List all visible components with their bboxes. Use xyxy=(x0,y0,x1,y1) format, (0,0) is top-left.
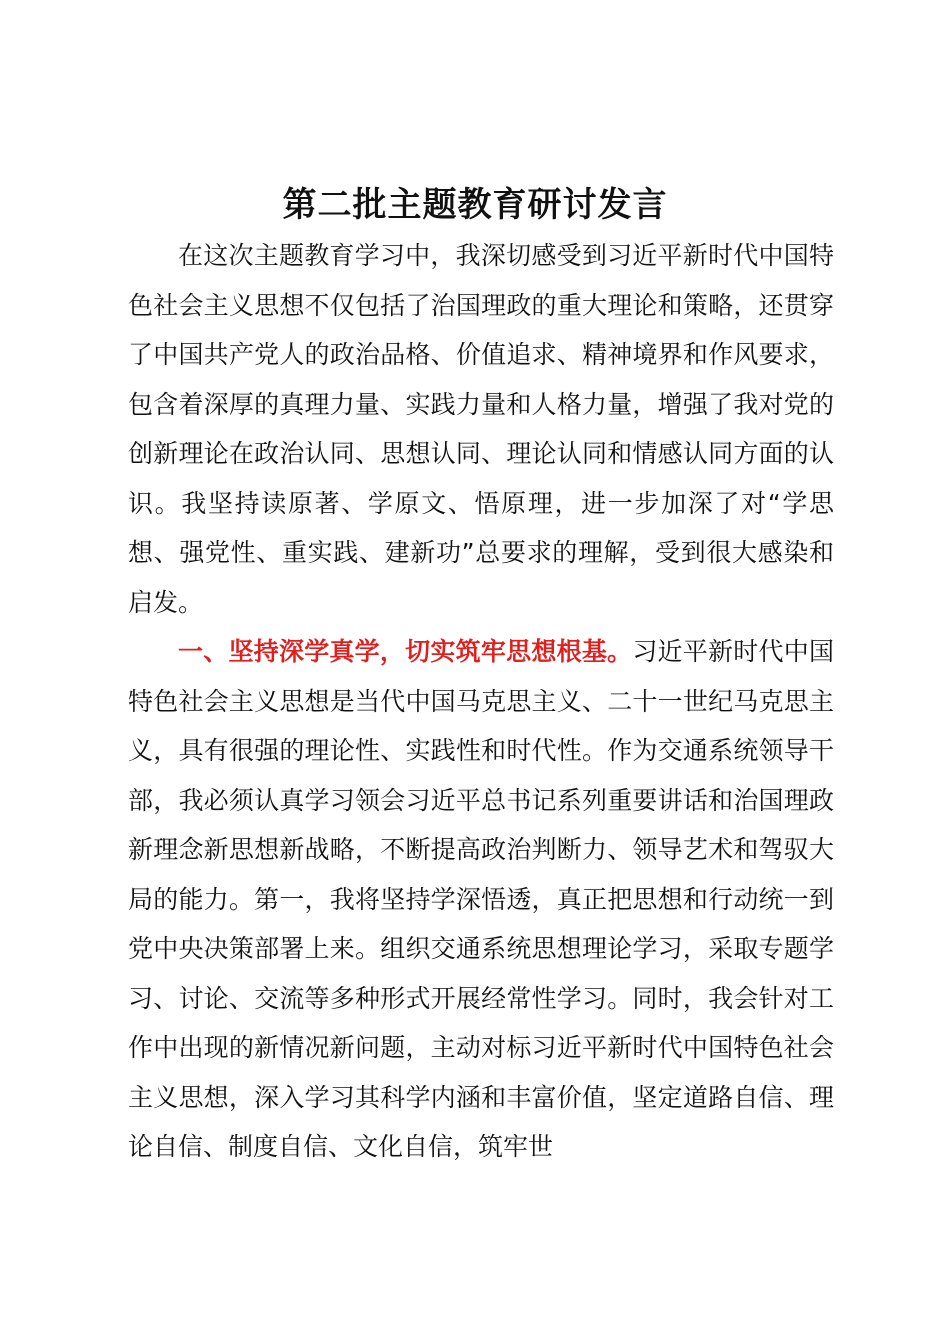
section-body-text: 习近平新时代中国特色社会主义思想是当代中国马克思主义、二十一世纪马克思主义，具有很强的理论性、实践性和时代性。作为交通系统领导干部，我必须认真学习领会习近平总书记系列重要讲话和治国理政新理念新思想新战略，不断提高政治判断力、领导艺术和驾驭大局的能力。第一，我将坚持学深悟透，真正把思想和行动统一到党中央决策部署上来。组织交通系统思想理论学习，采取专题学习、讨论、交流等多种形式开展经常性学习。同时，我会针对工作中出现的新情况新问题，主动对标习近平新时代中国特色社会主义思想，深入学习其科学内涵和丰富价值，坚定道路自信、理论自信、制度自信、文化自信，筑牢世 xyxy=(128,637,834,1161)
paragraph-section-1 xyxy=(128,627,834,1172)
document-title: 第二批主题教育研讨发言 xyxy=(282,185,668,225)
paragraph-intro: 在这次主题教育学习中，我深切感受到习近平新时代中国特色社会主义思想不仅包括了治国理政的重大理论和策略，还贯穿了中国共产党人的政治品格、价值追求、精神境界和作风要求，包含着深厚的真理力量、实践力量和人格力量，增强了我对党的创新理论在政治认同、思想认同、理论认同和情感认同方面的认识。我坚持读原著、学原文、悟原理，进一步加深了对“学思想、强党性、重实践、建新功”总要求的理解，受到很大感染和启发。 xyxy=(128,241,834,617)
section-heading: 一、坚持深学真学，切实筑牢思想根基。 xyxy=(178,637,633,666)
